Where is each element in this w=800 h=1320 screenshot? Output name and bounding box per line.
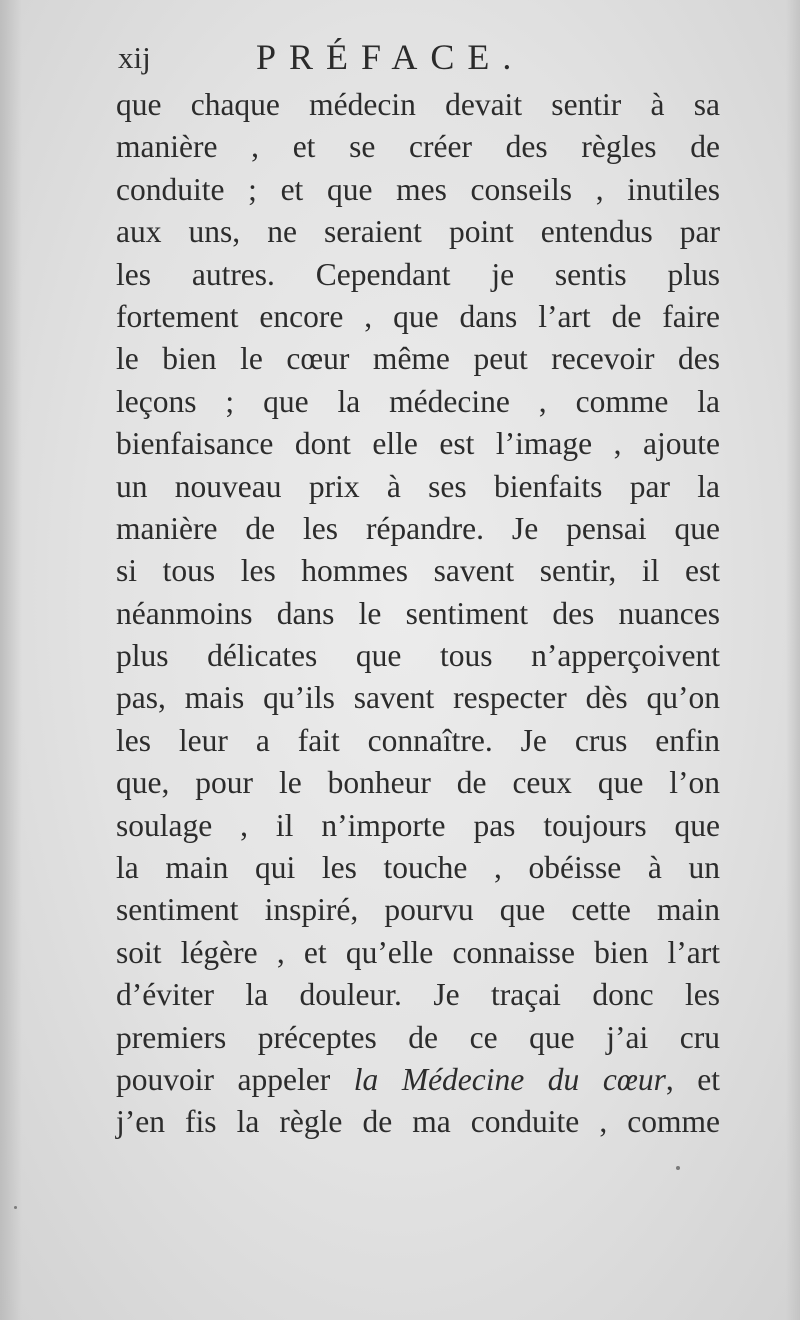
- italic-book-title: la Médecine du cœur: [353, 1061, 666, 1097]
- page-header: [0, 28, 800, 88]
- text-line-with-italic-title: [116, 1059, 720, 1101]
- text-fragment: , et: [665, 1061, 720, 1097]
- text-line: fortement encore , que dans l’art de faire: [116, 298, 720, 334]
- text-line: que, pour le bonheur de ceux que l’on: [116, 765, 720, 801]
- text-line: aux uns, ne seraient point entendus par: [116, 214, 720, 250]
- running-title: PRÉFACE.: [256, 37, 525, 77]
- paper-speck: [676, 1166, 680, 1170]
- body-text: [116, 84, 720, 1144]
- text-line: j’en fis la règle de ma conduite , comme: [116, 1104, 720, 1140]
- text-line: soit légère , et qu’elle connaisse bien l’art: [116, 934, 720, 970]
- text-line: premiers préceptes de ce que j’ai cru: [116, 1019, 720, 1055]
- gutter-shadow: [0, 0, 22, 1320]
- text-line: manière de les répandre. Je pensai que: [116, 510, 720, 546]
- text-line: leçons ; que la médecine , comme la: [116, 383, 720, 419]
- page-edge-shadow: [786, 0, 800, 1320]
- text-line: les leur a fait connaître. Je crus enfin: [116, 722, 720, 758]
- text-line: conduite ; et que mes conseils , inutiles: [116, 171, 720, 207]
- text-line: pas, mais qu’ils savent respecter dès qu’on: [116, 680, 720, 716]
- text-line: les autres. Cependant je sentis plus: [116, 256, 720, 292]
- text-line: si tous les hommes savent sentir, il est: [116, 553, 720, 589]
- text-line: bienfaisance dont elle est l’image , ajoute: [116, 426, 720, 462]
- text-line: soulage , il n’importe pas toujours que: [116, 807, 720, 843]
- text-line: un nouveau prix à ses bienfaits par la: [116, 468, 720, 504]
- text-line: sentiment inspiré, pourvu que cette main: [116, 892, 720, 928]
- text-line: néanmoins dans le sentiment des nuances: [116, 595, 720, 631]
- text-line: la main qui les touche , obéisse à un: [116, 850, 720, 886]
- page-number: xij: [118, 40, 151, 75]
- text-fragment: pouvoir appeler: [116, 1061, 354, 1097]
- paper-speck: [14, 1206, 17, 1209]
- text-line: plus délicates que tous n’apperçoivent: [116, 638, 720, 674]
- text-line: d’éviter la douleur. Je traçai donc les: [116, 977, 720, 1013]
- text-line: que chaque médecin devait sentir à sa: [116, 87, 720, 122]
- text-line: le bien le cœur même peut recevoir des: [116, 341, 720, 377]
- text-line: manière , et se créer des règles de: [116, 129, 720, 165]
